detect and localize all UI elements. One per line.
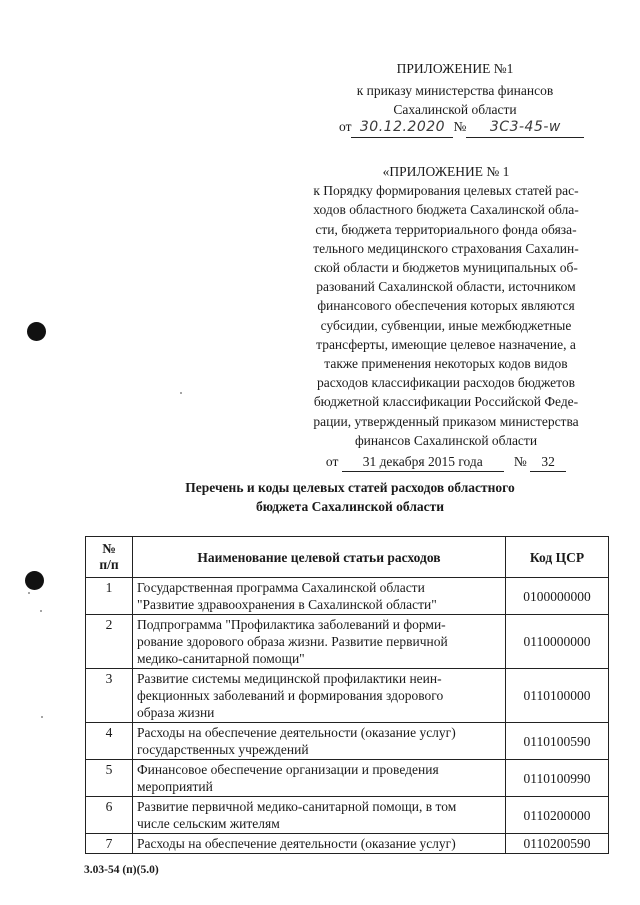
order-date-line: от 30.12.2020 № 3С3-45-w: [339, 117, 584, 138]
row-code: 0110000000: [506, 615, 609, 669]
table-row: [86, 760, 609, 797]
row-code: 0110100590: [506, 723, 609, 760]
order-line-1: к приказу министерства финансов: [356, 83, 554, 98]
col-header-name: Наименование целевой статьи расходов: [133, 537, 506, 578]
table-row: [86, 578, 609, 615]
punch-hole-top: [27, 322, 46, 341]
basis-line: трансферты, имеющие целевое назначение, а: [316, 336, 576, 352]
basis-line: расходов классификации расходов бюджетов: [316, 375, 576, 391]
scan-speck: [41, 716, 43, 718]
document-code: 3.03-54 (п)(5.0): [84, 864, 159, 876]
row-name: Развитие первичной медико-санитарной помощи, в том числе сельским жителям: [133, 797, 506, 834]
table-row: [86, 834, 609, 854]
row-num: 4: [86, 723, 133, 760]
list-title: Перечень и коды целевых статей расходов областного бюджета Сахалинской области: [185, 480, 515, 514]
scan-speck: [180, 392, 182, 394]
col-header-num: № п/п: [86, 537, 133, 578]
basis-line: сти, бюджета территориального фонда обяза-: [315, 221, 577, 237]
basis-line: бюджетной классификации Российской Феде-: [313, 394, 579, 410]
row-name: Расходы на обеспечение деятельности (оказание услуг): [133, 834, 506, 854]
row-num: 2: [86, 615, 133, 669]
basis-line: финансового обеспечения которых являются: [317, 298, 575, 314]
col-header-code: Код ЦСР: [506, 537, 609, 578]
appendix-title: ПРИЛОЖЕНИЕ №1: [396, 61, 514, 76]
basis-line: разований Сахалинской области, источником: [316, 279, 576, 295]
row-name: Финансовое обеспечение организации и проведения мероприятий: [133, 760, 506, 797]
punch-hole-bottom: [25, 571, 44, 590]
basis-line: тельного медицинского страхования Сахалин-: [313, 240, 579, 256]
basis-line: также применения некоторых кодов видов: [324, 356, 568, 372]
table-row: [86, 723, 609, 760]
order-line-2: Сахалинской области: [393, 102, 517, 117]
row-code: 0110100000: [506, 669, 609, 723]
row-num: 6: [86, 797, 133, 834]
row-num: 1: [86, 578, 133, 615]
basis-number: 32: [530, 452, 566, 472]
row-num: 7: [86, 834, 133, 854]
basis-line: субсидии, субвенции, иные межбюджетные: [320, 317, 572, 333]
appendix-title-line: [0, 59, 640, 78]
row-code: 0110200590: [506, 834, 609, 854]
target-items-table: [85, 536, 609, 854]
row-code: 0110100990: [506, 760, 609, 797]
basis-block: [282, 162, 610, 472]
row-num: 3: [86, 669, 133, 723]
scan-speck: [28, 592, 30, 594]
basis-line: рации, утвержденный приказом министерства: [313, 413, 579, 429]
basis-line: ходов областного бюджета Сахалинской обла-: [313, 202, 579, 218]
table-row: [86, 615, 609, 669]
basis-line: к Порядку формирования целевых статей рас-: [313, 183, 579, 199]
table-row: [86, 797, 609, 834]
table-row: [86, 669, 609, 723]
basis-date: 31 декабря 2015 года: [342, 452, 504, 472]
handwritten-number: 3С3-45-w: [489, 119, 561, 135]
row-num: 5: [86, 760, 133, 797]
basis-line: финансов Сахалинской области: [354, 432, 538, 448]
scan-speck: [40, 610, 42, 612]
row-name: Государственная программа Сахалинской области "Развитие здравоохранения в Сахалинской области": [133, 578, 506, 615]
row-name: Расходы на обеспечение деятельности (оказание услуг) государственных учреждений: [133, 723, 506, 760]
row-code: 0100000000: [506, 578, 609, 615]
table-header-row: [86, 537, 609, 578]
basis-title: «ПРИЛОЖЕНИЕ № 1: [382, 164, 510, 179]
handwritten-date: 30.12.2020: [359, 119, 446, 135]
basis-date-line: от 31 декабря 2015 года № 32: [282, 452, 610, 472]
row-code: 0110200000: [506, 797, 609, 834]
row-name: Подпрограмма "Профилактика заболеваний и форми- рование здорового образа жизни. Развитие первичной медико-санитарной помощи": [133, 615, 506, 669]
basis-line: ской области и бюджетов муниципальных об-: [314, 260, 578, 276]
row-name: Развитие системы медицинской профилактики неин- фекционных заболеваний и формирования здорового образа жизни: [133, 669, 506, 723]
